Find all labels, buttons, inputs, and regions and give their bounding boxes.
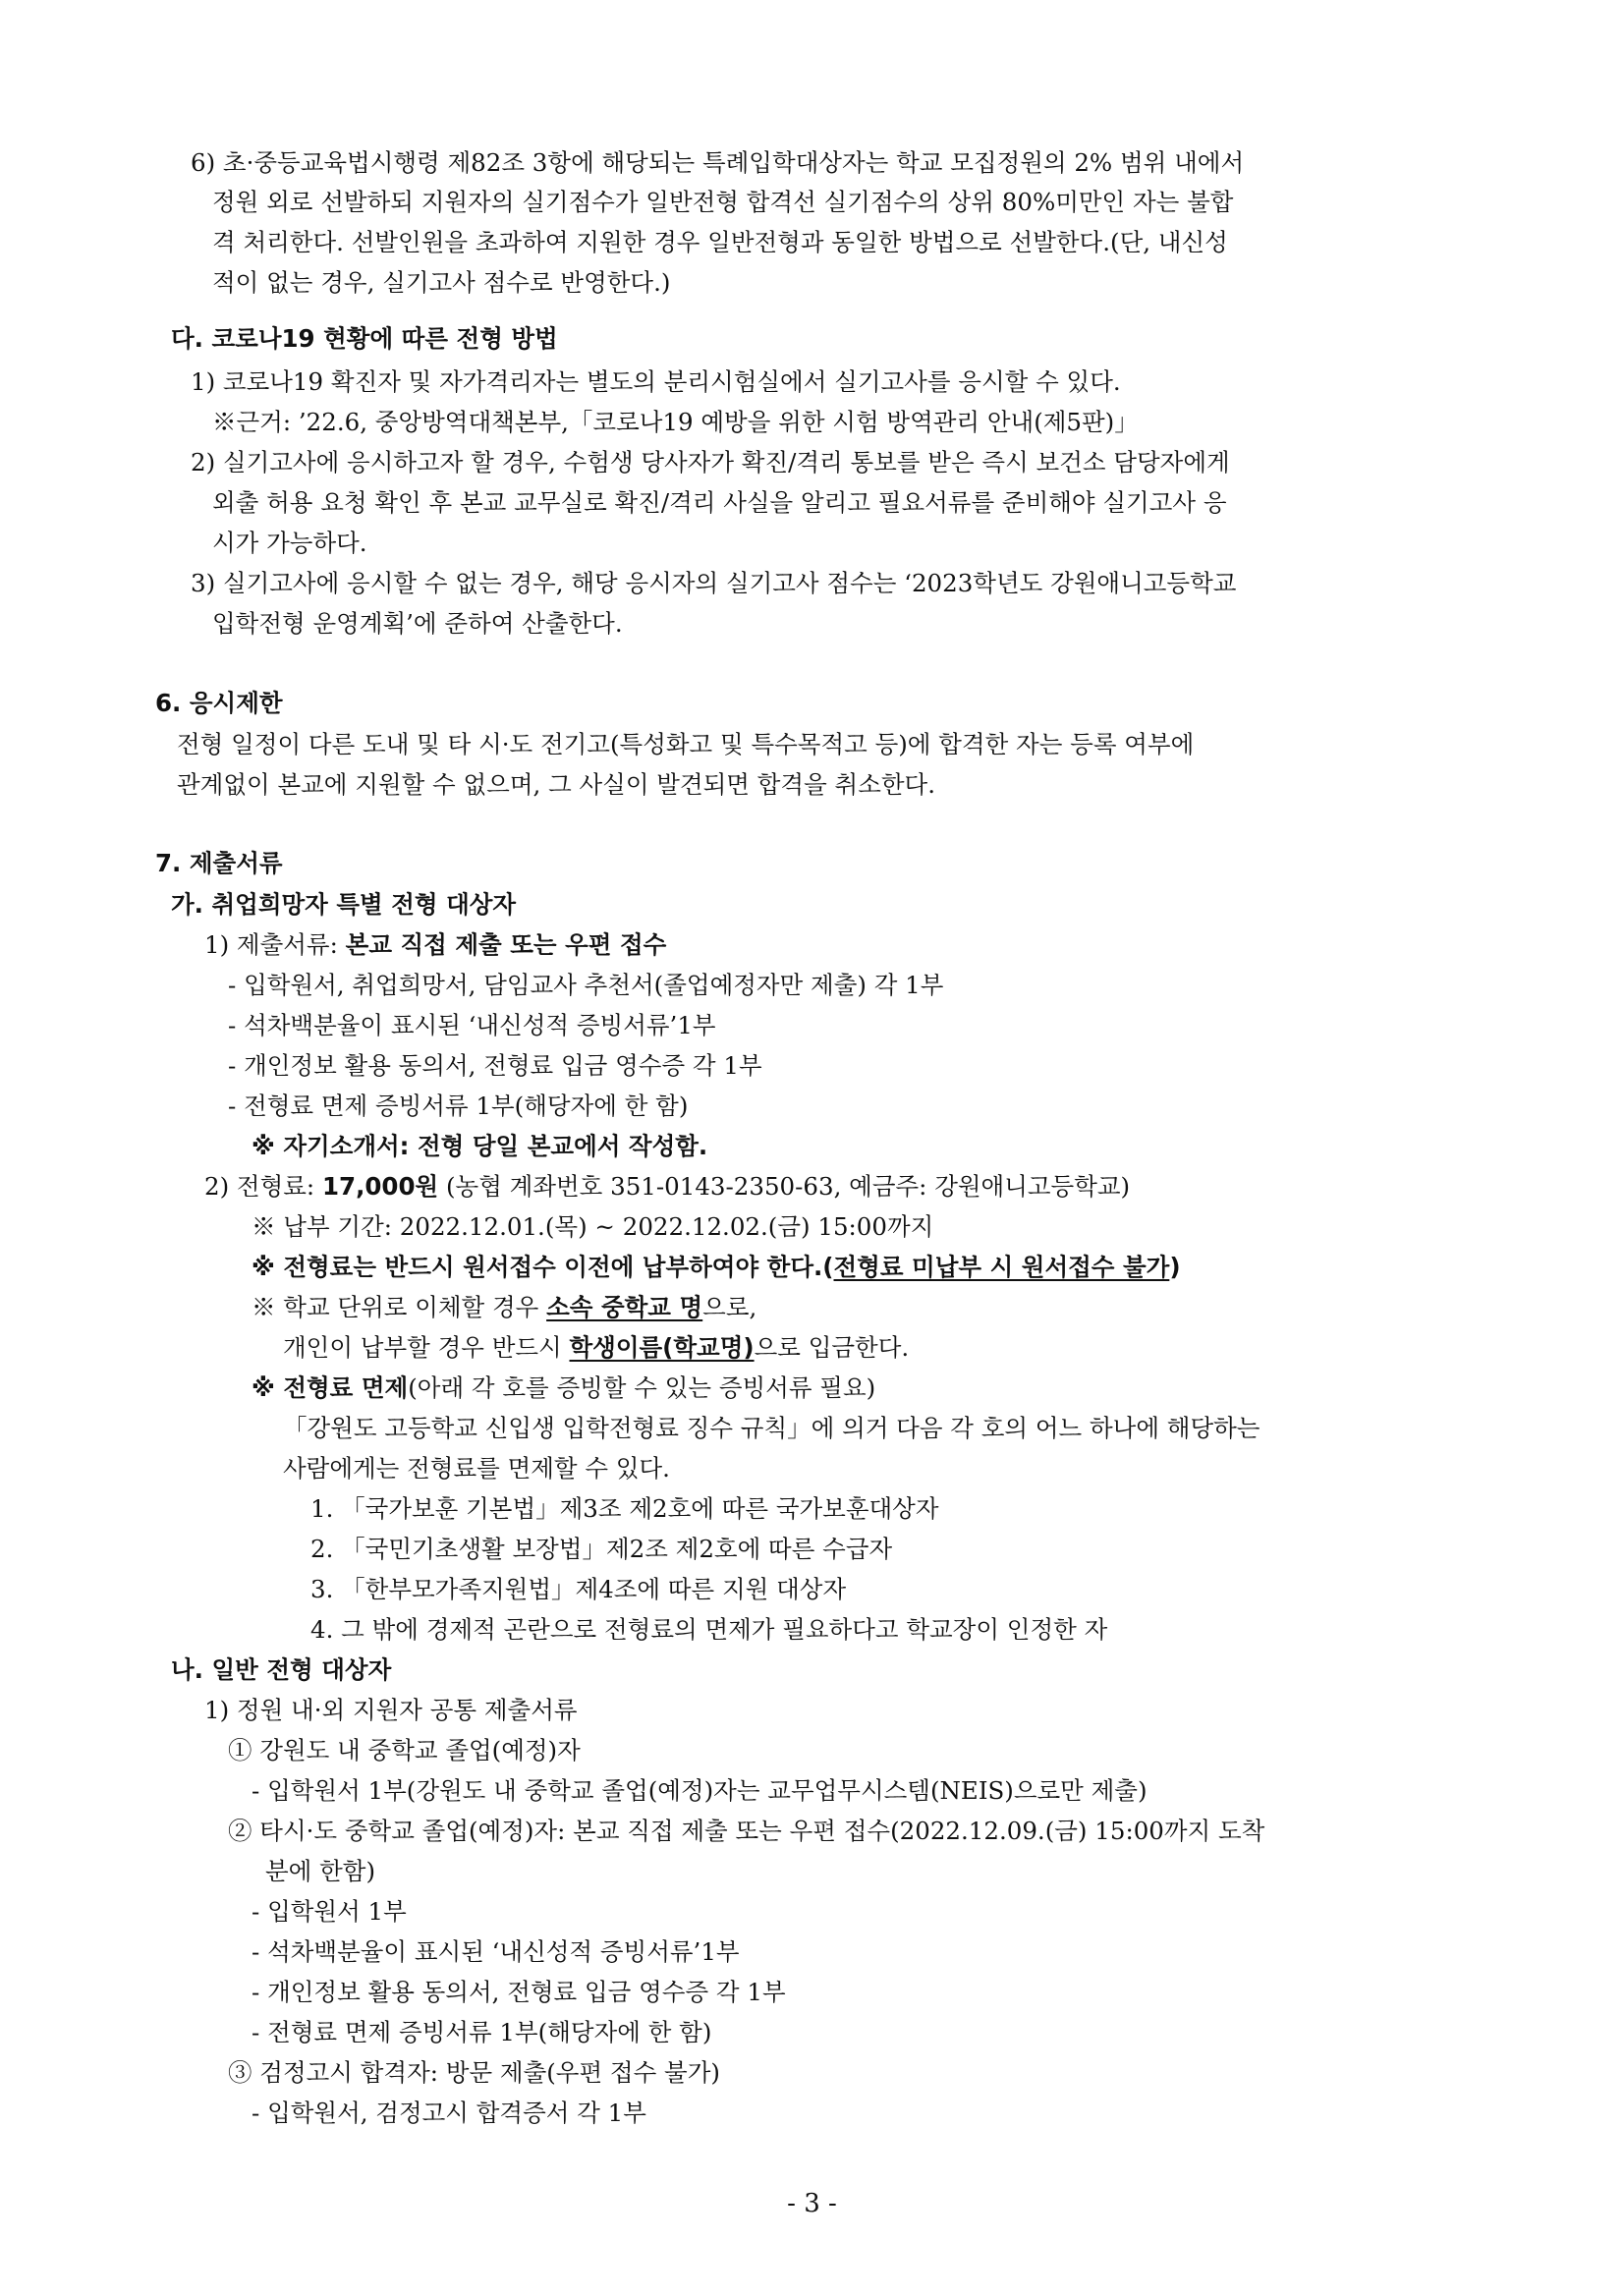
- covid-heading: 다. 코로나19 현황에 따른 전형 방법: [171, 324, 558, 353]
- ga-item2-prefix: 2) 전형료:: [204, 1172, 322, 1201]
- ga-exempt-item1: 1. 「국가보훈 기본법」제3조 제2호에 따른 국가보훈대상자: [310, 1494, 939, 1523]
- ga-item2: [204, 1171, 1130, 1203]
- covid-item2-line1: 2) 실기고사에 응시하고자 할 경우, 수험생 당사자가 확진/격리 통보를 받은 즉시 보건소 담당자에게: [191, 448, 1230, 476]
- ga-doc3: - 개인정보 활용 동의서, 전형료 입금 영수증 각 1부: [228, 1051, 762, 1080]
- subsection-ga-heading: 가. 취업희망자 특별 전형 대상자: [171, 890, 517, 919]
- ga-selfintro-note: ※ 자기소개서: 전형 당일 본교에서 작성함.: [252, 1132, 708, 1160]
- section6-heading: 6. 응시제한: [155, 689, 283, 717]
- na-case2-doc2: - 석차백분율이 표시된 ‘내신성적 증빙서류’1부: [252, 1937, 740, 1966]
- ga-exempt-a: ※ 전형료 면제: [252, 1373, 409, 1402]
- na-case3: ③ 검정고시 합격자: 방문 제출(우편 접수 불가): [228, 2058, 720, 2087]
- ga-item1: [204, 929, 666, 961]
- ga-exempt-item2: 2. 「국민기초생활 보장법」제2조 제2호에 따른 수급자: [310, 1535, 893, 1563]
- ga-item2-rest: (농협 계좌번호 351-0143-2350-63, 예금주: 강원애니고등학교): [438, 1172, 1131, 1201]
- ga-exempt-line2: 사람에게는 전형료를 면제할 수 있다.: [283, 1454, 670, 1483]
- item6-line1: 6) 초·중등교육법시행령 제82조 3항에 해당되는 특례입학대상자는 학교 모집정원의 2% 범위 내에서: [191, 148, 1245, 177]
- ga-exempt-line1: 「강원도 고등학교 신입생 입학전형료 징수 규칙」에 의거 다음 각 호의 어느 하나에 해당하는: [283, 1414, 1260, 1442]
- na-case2-doc3: - 개인정보 활용 동의서, 전형료 입금 영수증 각 1부: [252, 1978, 786, 2006]
- covid-item2-line3: 시가 가능하다.: [212, 529, 367, 557]
- section7-heading: 7. 제출서류: [155, 849, 283, 877]
- section6-line1: 전형 일정이 다른 도내 및 타 시·도 전기고(특성화고 및 특수목적고 등)에 합격한 자는 등록 여부에: [177, 730, 1195, 758]
- ga-indiv-b: 학생이름(학교명): [569, 1333, 755, 1362]
- ga-must-pay-b: 전형료 미납부 시 원서접수 불가: [833, 1253, 1170, 1281]
- ga-school-c: 으로,: [702, 1293, 757, 1321]
- ga-payment-period: ※ 납부 기간: 2022.12.01.(목) ~ 2022.12.02.(금) 15:00까지: [252, 1212, 934, 1241]
- ga-exempt-note: [252, 1372, 875, 1404]
- ga-exempt-item3: 3. 「한부모가족지원법」제4조에 따른 지원 대상자: [310, 1575, 847, 1603]
- ga-school-b: 소속 중학교 명: [546, 1293, 703, 1321]
- item6-line3: 격 처리한다. 선발인원을 초과하여 지원한 경우 일반전형과 동일한 방법으로 선발한다.(단, 내신성: [212, 228, 1228, 256]
- na-item1: 1) 정원 내·외 지원자 공통 제출서류: [204, 1696, 578, 1724]
- na-case3-doc1: - 입학원서, 검정고시 합격증서 각 1부: [252, 2099, 646, 2127]
- ga-doc1: - 입학원서, 취업희망서, 담임교사 추천서(졸업예정자만 제출) 각 1부: [228, 971, 944, 999]
- ga-item1-bold: 본교 직접 제출 또는 우편 접수: [345, 930, 667, 959]
- ga-indiv-a: 개인이 납부할 경우 반드시: [283, 1333, 570, 1362]
- covid-note: ※근거: ’22.6, 중앙방역대책본부,「코로나19 예방을 위한 시험 방역관리 안내(제5판)」: [212, 408, 1139, 436]
- ga-indiv-c: 으로 입금한다.: [754, 1333, 910, 1362]
- covid-item1: 1) 코로나19 확진자 및 자가격리자는 별도의 분리시험실에서 실기고사를 응시할 수 있다.: [191, 367, 1121, 396]
- section6-line2: 관계없이 본교에 지원할 수 없으며, 그 사실이 발견되면 합격을 취소한다.: [177, 770, 936, 799]
- covid-item3-line2: 입학전형 운영계획’에 준하여 산출한다.: [212, 609, 623, 638]
- page-number: - 3 -: [787, 2189, 837, 2218]
- ga-must-pay-a: ※ 전형료는 반드시 원서접수 이전에 납부하여야 한다.(: [252, 1253, 834, 1281]
- covid-item3-line1: 3) 실기고사에 응시할 수 없는 경우, 해당 응시자의 실기고사 점수는 ‘2023학년도 강원애니고등학교: [191, 569, 1237, 597]
- na-case2-doc1: - 입학원서 1부: [252, 1897, 407, 1926]
- item6-line4: 적이 없는 경우, 실기고사 점수로 반영한다.): [212, 268, 671, 297]
- ga-must-pay-c: ): [1169, 1253, 1181, 1281]
- ga-exempt-b: (아래 각 호를 증빙할 수 있는 증빙서류 필요): [408, 1373, 876, 1402]
- ga-item1-prefix: 1) 제출서류:: [204, 930, 346, 959]
- ga-school-transfer-note: [252, 1292, 756, 1323]
- ga-must-pay-note: [252, 1252, 1181, 1283]
- ga-individual-note: [283, 1332, 909, 1364]
- item6-line2: 정원 외로 선발하되 지원자의 실기점수가 일반전형 합격선 실기점수의 상위 80%미만인 자는 불합: [212, 188, 1234, 216]
- covid-item2-line2: 외출 허용 요청 확인 후 본교 교무실로 확진/격리 사실을 알리고 필요서류를 준비해야 실기고사 응: [212, 488, 1227, 517]
- na-case2-line2: 분에 한함): [265, 1857, 376, 1885]
- subsection-na-heading: 나. 일반 전형 대상자: [171, 1655, 392, 1684]
- na-case1-doc1: - 입학원서 1부(강원도 내 중학교 졸업(예정)자는 교무업무시스템(NEIS)으로만 제출): [252, 1776, 1148, 1805]
- ga-exempt-item4: 4. 그 밖에 경제적 곤란으로 전형료의 면제가 필요하다고 학교장이 인정한 자: [310, 1615, 1108, 1644]
- ga-doc2: - 석차백분율이 표시된 ‘내신성적 증빙서류’1부: [228, 1011, 716, 1039]
- ga-doc4: - 전형료 면제 증빙서류 1부(해당자에 한 함): [228, 1092, 689, 1120]
- na-case2-line1: ② 타시·도 중학교 졸업(예정)자: 본교 직접 제출 또는 우편 접수(2022.12.09.(금) 15:00까지 도착: [228, 1817, 1265, 1845]
- ga-fee-amount: 17,000원: [321, 1172, 439, 1201]
- na-case1: ① 강원도 내 중학교 졸업(예정)자: [228, 1736, 581, 1764]
- ga-school-a: ※ 학교 단위로 이체할 경우: [252, 1293, 547, 1321]
- na-case2-doc4: - 전형료 면제 증빙서류 1부(해당자에 한 함): [252, 2018, 712, 2046]
